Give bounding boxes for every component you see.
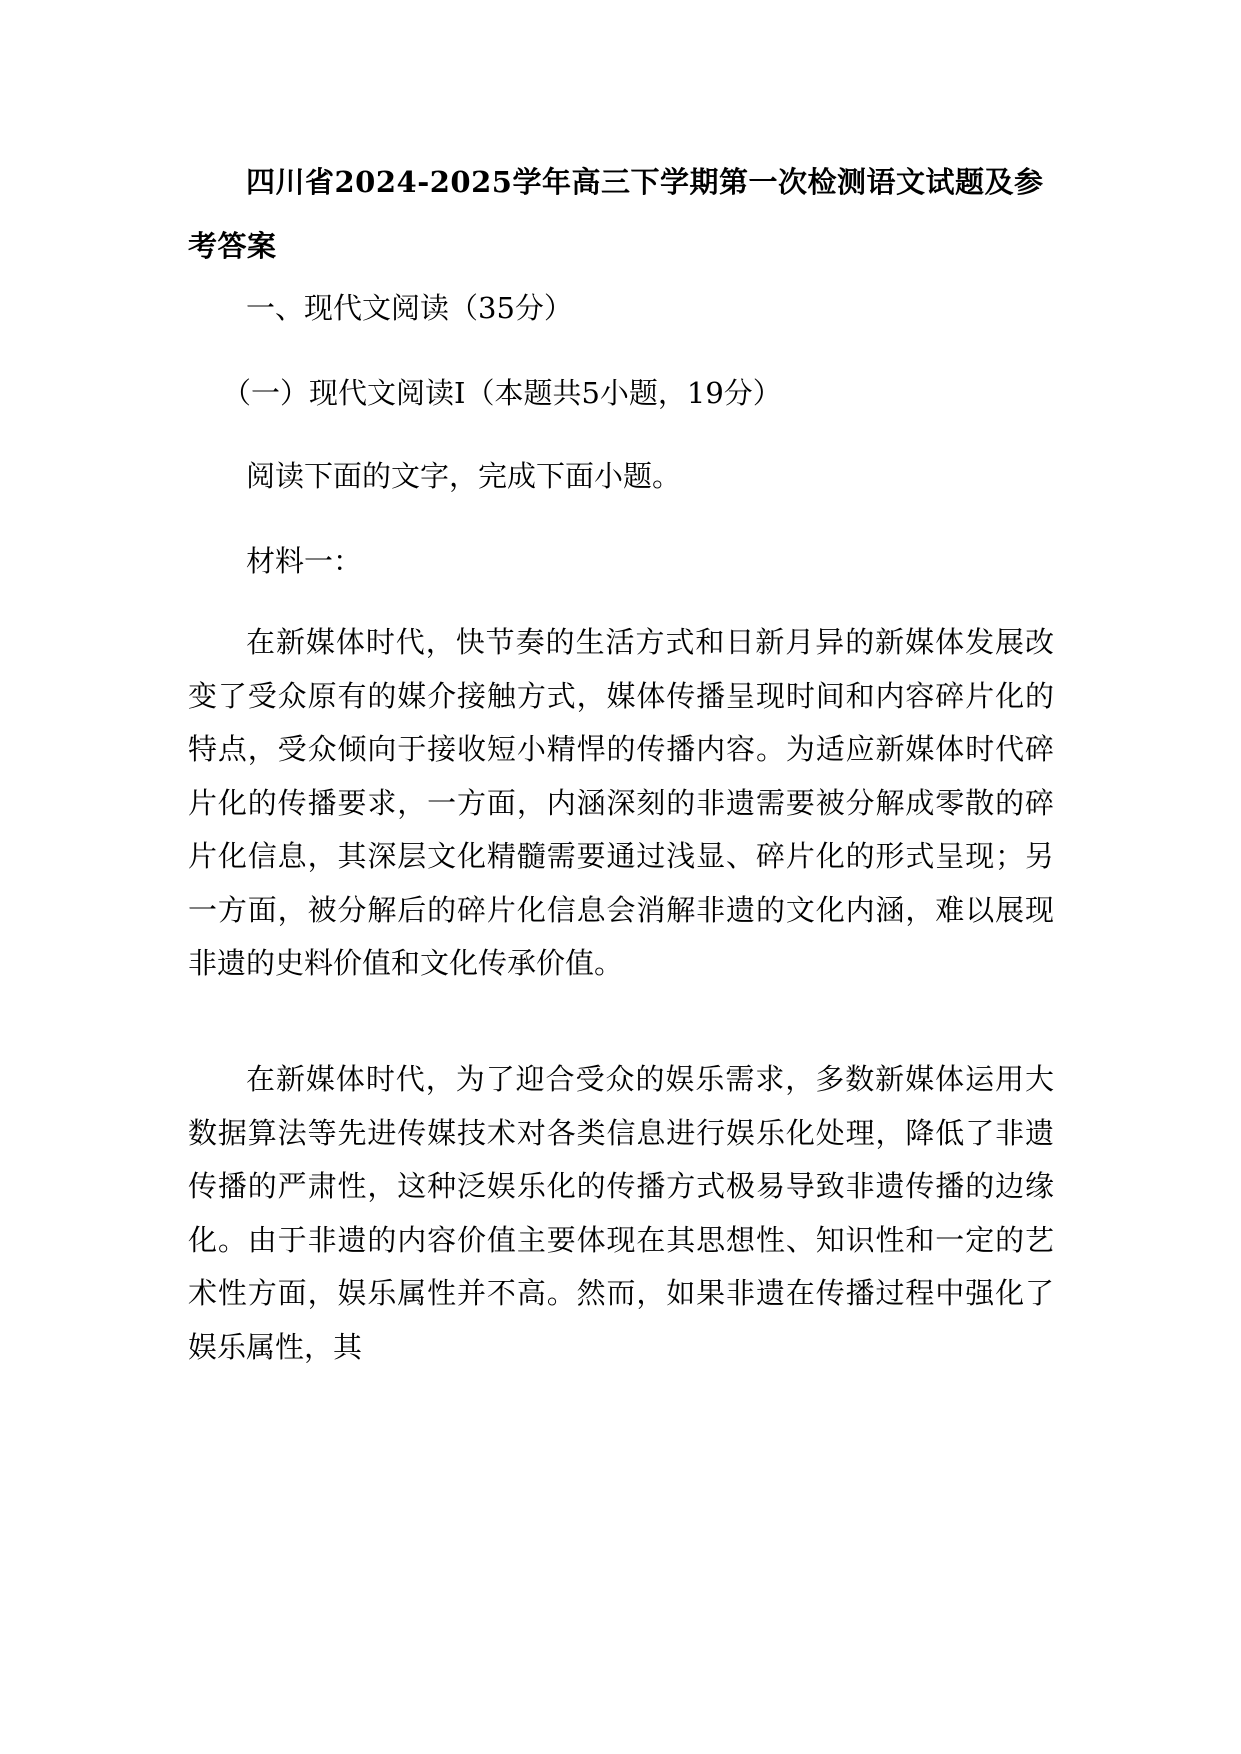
section-heading: 一、现代文阅读（35分） <box>246 291 573 325</box>
body-paragraph: 在新媒体时代，为了迎合受众的娱乐需求，多数新媒体运用大数据算法等先进传媒技术对各类信息进行娱乐化处理，降低了非遗传播的严肃性，这种泛娱乐化的传播方式极易导致非遗传播的边缘化。由于非遗的内容价值主要体现在其思想性、知识性和一定的艺术性方面，娱乐属性并不高。然而，如果非遗在传播过程中强化了娱乐属性，其 <box>188 1062 1054 1364</box>
material-label: 材料一： <box>246 544 363 578</box>
document-title: 四川省2024-2025学年高三下学期第一次检测语文试题及参考答案 <box>188 165 1044 263</box>
body-paragraph: 在新媒体时代，快节奏的生活方式和日新月异的新媒体发展改变了受众原有的媒介接触方式，媒体传播呈现时间和内容碎片化的特点，受众倾向于接收短小精悍的传播内容。为适应新媒体时代碎片化的传播要求，一方面，内涵深刻的非遗需要被分解成零散的碎片化信息，其深层文化精髓需要通过浅显、碎片化的形式呈现；另一方面，被分解后的碎片化信息会消解非遗的文化内涵，难以展现非遗的史料价值和文化传承价值。 <box>188 625 1054 980</box>
subsection-heading: （一）现代文阅读Ⅰ（本题共5小题，19分） <box>222 376 782 410</box>
reading-instruction: 阅读下面的文字，完成下面小题。 <box>246 459 682 493</box>
